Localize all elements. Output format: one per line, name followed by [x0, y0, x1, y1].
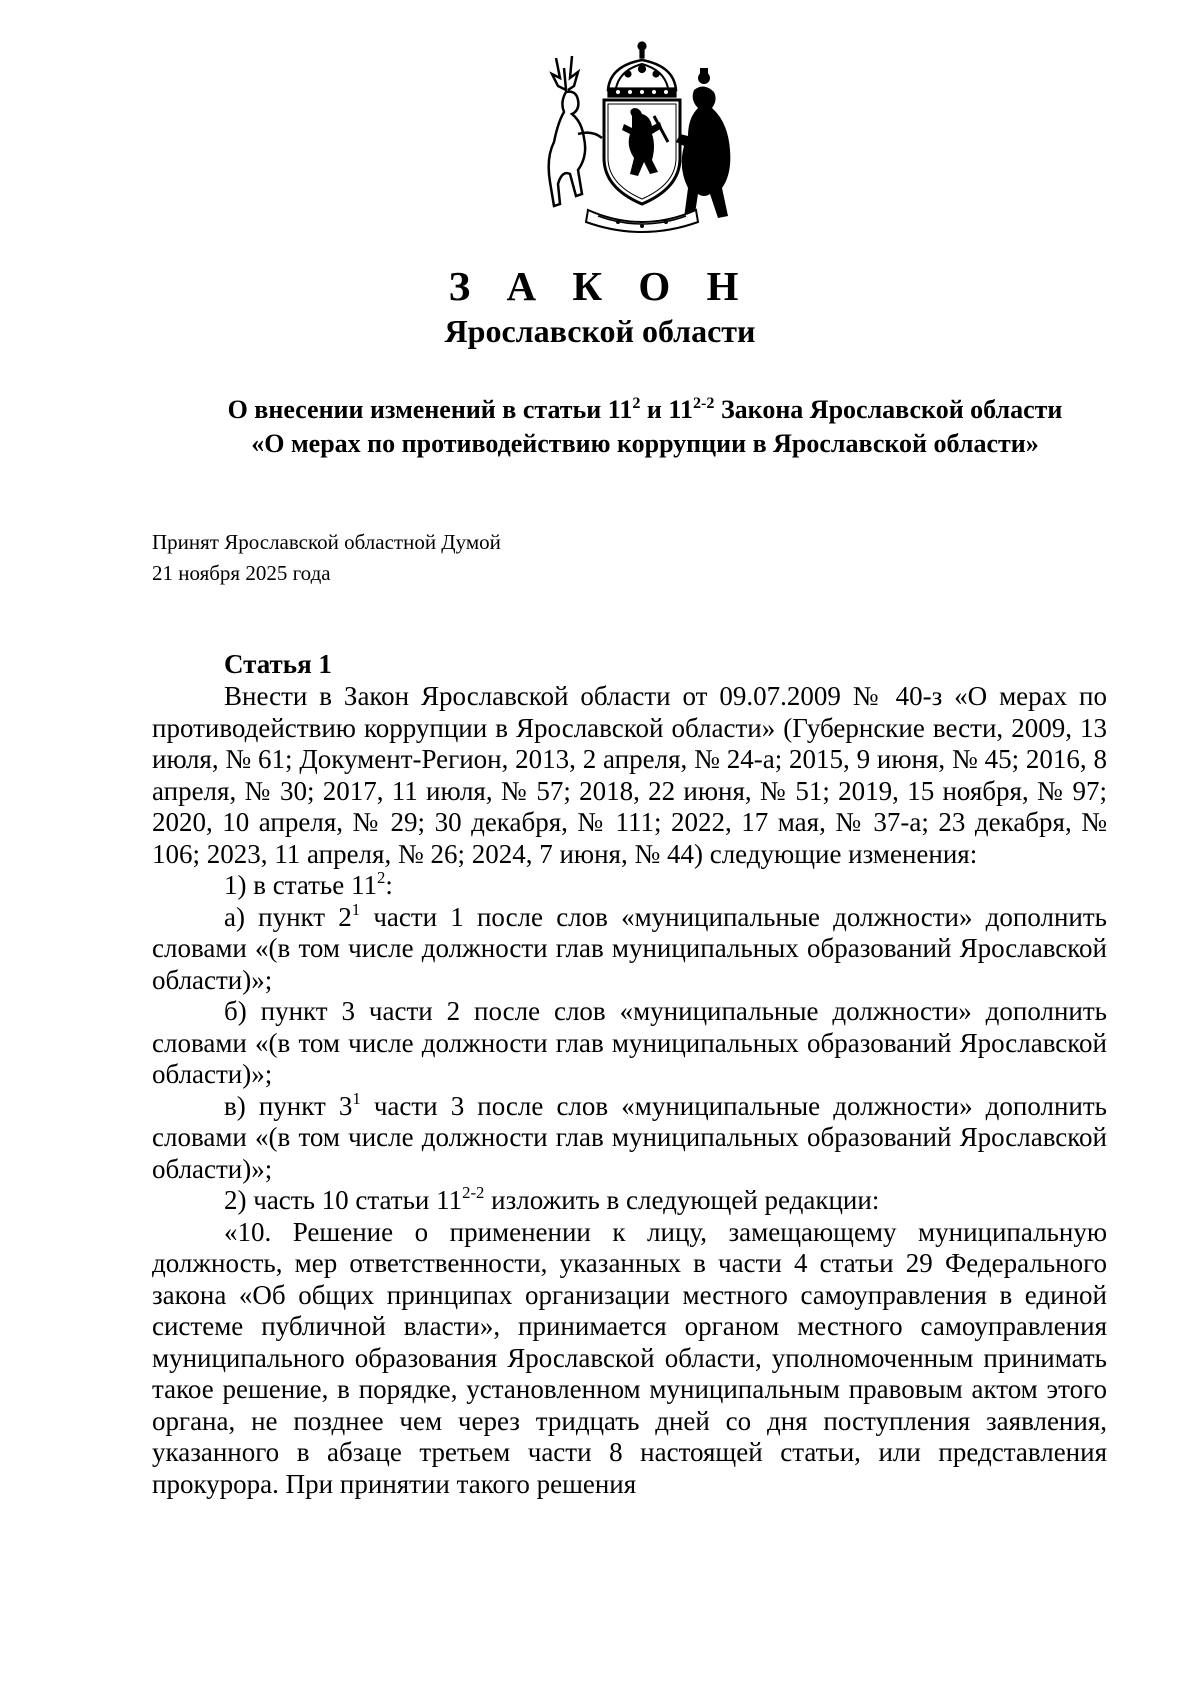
- adoption-date: 21 ноября 2025 года: [152, 561, 331, 585]
- quoted-part-10: «10. Решение о применении к лицу, замещающему муниципальную должность, мер ответственности, указанных в части 4 статьи 29 Федерального закона «Об общих принципах организации местного самоуправления в единой системе публичной власти», принимается органом местного самоуправления муниципального образования Ярославской области, уполномоченным принимать такое решение, в порядке, установленном муниципальным правовым актом этого органа, не позднее чем через тридцать дней со дня поступления заявления, указанного в абзаце третьем части 8 настоящей статьи, или представления прокурора. При принятии такого решения: [152, 1216, 1107, 1499]
- item-2: 2) часть 10 статьи 11$^{2-2}$ изложить в следующей редакции:: [224, 1183, 880, 1215]
- item-1b: б) пункт 3 части 2 после слов «муниципальные должности» дополнить словами «(в том числе должности глав муниципальных образований Ярославской области)»;: [152, 996, 1107, 1089]
- article-title: Статья 1: [224, 649, 332, 679]
- law-heading: [90, 393, 1200, 461]
- heading-line-1: О внесении изменений в статьи $11^2$ и 11$^{2-2}$ Закона Ярославской области: [227, 394, 1063, 424]
- law-subtitle: Ярославской области: [444, 313, 756, 349]
- adoption-info: [152, 527, 501, 589]
- article-intro: Внести в Закон Ярославской области от 09.07.2009 № 40-з «О мерах по противодействию коррупции в Ярославской области» (Губернские вести, 2009, 13 июля, № 61; Документ-Регион, 2013, 2 апреля, № 24-а; 2015, 9 июня, № 45; 2016, 8 апреля, № 30; 2017, 11 июля, № 57; 2018, 22 июня, № 51; 2019, 15 ноября, № 97; 2020, 10 апреля, № 29; 30 декабря, № 111; 2022, 17 мая, № 37-а; 23 декабря, № 106; 2023, 11 апреля, № 26; 2024, 7 июня, № 44) следующие изменения:: [152, 681, 1107, 869]
- adopted-by: Принят Ярославской областной Думой: [152, 530, 501, 554]
- law-title: З А К О Н: [448, 263, 752, 309]
- heading-line-2: «О мерах по противодействию коррупции в Ярославской области»: [251, 429, 1039, 458]
- item-1: 1) в статье $11^2$:: [224, 868, 393, 900]
- item-1c: в) пункт $3^1$ части 3 после слов «муниципальные должности» дополнить словами «(в том числе должности глав муниципальных образований Ярославской области)»;: [152, 1088, 1107, 1184]
- item-1a: а) пункт $2^1$ части 1 после слов «муниципальные должности» дополнить словами «(в том числе должности глав муниципальных образований Ярославской области)»;: [152, 899, 1107, 995]
- law-body: [152, 647, 1107, 1500]
- coat-of-arms-icon: [538, 38, 743, 238]
